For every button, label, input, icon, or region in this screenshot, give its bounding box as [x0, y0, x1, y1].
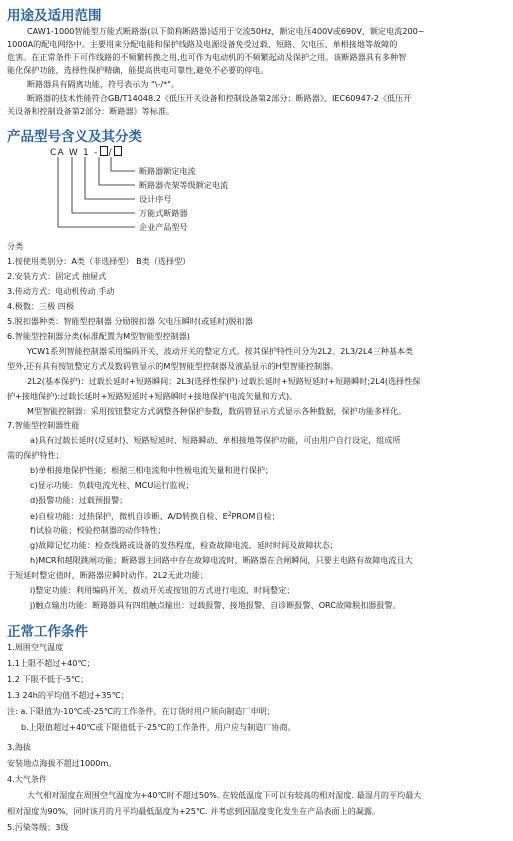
model-part-3: 设计序号	[139, 194, 172, 204]
func-line-e	[30, 510, 280, 521]
func-line-h1: h)MCR和越限跳闸功能；断路器主回路中存在故障电流时，断路器在合闸瞬间，只要主电路有故障电流且大	[30, 555, 413, 565]
func-line-a1: a)具有过载长延时(反延时)、短路短延时、短路瞬动、单相接地等保护功能，可由用户自行设定，组成所	[30, 435, 401, 445]
class-line-3: 2.安装方式：固定式 抽屉式	[7, 271, 107, 281]
func-line-b: b)单相接地保护性能；根据三相电流和中性极电流矢量和进行保护；	[30, 465, 274, 475]
cond-line-3: 1.2 下限不低于-5℃；	[7, 674, 89, 684]
usage-line-5: 断路器具有隔离功能，符号表示为 "\-/*"。	[27, 79, 179, 89]
model-part-1: 断路器额定电流	[139, 166, 196, 176]
func-line-j: j)触点输出功能：断路器具有四组触点输出：过载报警、接地报警、自诊断报警、ORC故障脱扣器报警。	[30, 600, 401, 610]
func-title: 7.智能型控制器性能	[7, 420, 80, 430]
usage-line-2: 1000A的配电网络中。主要用来分配电能和保护线路及电源设备免受过载、短路、欠电压、单相接地等故障的	[7, 39, 398, 49]
func-line-f: f)试验功能；校验控制器的动作特性；	[30, 525, 166, 535]
class-line-5: 4.极数：三极 四极	[7, 301, 74, 311]
cond-line-4: 1.3 24h的平均值不超过+35℃；	[7, 690, 129, 700]
func-line-g: g)故障记忆功能：检查线路或设备的发热程度，检查故障电流、延时时间及故障状态；	[30, 540, 338, 550]
cond-line-9: 4.大气条件	[7, 774, 48, 784]
func-line-h2: 于短延时整定值时，断路器应瞬时动作。2L2无此功能；	[7, 570, 208, 580]
usage-line-4: 能化保护功能，选择性保护精确，能提高供电可靠性,避免不必要的停电。	[7, 65, 269, 75]
cond-line-7: 3.海拔	[7, 742, 31, 752]
model-part-2: 断路器壳架等级额定电流	[139, 180, 229, 190]
cond-line-8: 安装地点海拔不超过1000m。	[7, 758, 117, 768]
ycw-line-3: 2L2(基本保护)：过载长延时+短路瞬间；2L3(选择性保护)·过载长延时+短路短延时+短路瞬时;2L4(选择性保	[27, 376, 421, 386]
class-line-2: 1.按使用类别分：A类（非选择型） B类（选择型）	[7, 256, 191, 266]
line-design-number	[85, 157, 135, 199]
model-part-5: 企业产品型号	[139, 222, 188, 232]
heading-conditions: 正常工作条件	[7, 624, 88, 640]
func-line-e-tail: PROM自检；	[231, 511, 280, 521]
cond-line-2: 1.1上限不超过+40℃；	[7, 658, 95, 668]
usage-line-6: 断路器的技术性能符合GB/T14048.2《低压开关设备和控制设备第2部分：断路器》、IEC60947-2《低压开	[27, 93, 412, 103]
ycw-line-4: 护+接地保护):过载长延时+短路短延时+短路瞬时+接地保护(电流矢量和方式)。	[7, 391, 298, 401]
cond-line-5: 注: a.下限值为-10℃或-25℃的工作条件，在订货时用户须向制造厂申明；	[7, 706, 275, 716]
func-line-c: c)显示功能：负载电流光柱、MCU运行监视；	[30, 480, 194, 490]
class-line-1: 分类	[7, 241, 24, 251]
cond-line-6: b.上限值超过+40℃或下限值低于-25℃的工作条件，用户应与制造厂协商。	[21, 722, 296, 732]
class-line-4: 3.传动方式：电动机传动 手动	[7, 286, 115, 296]
ycw-line-5: M型智能控制器：采用按钮整定方式调整各种保护参数，数码管显示方式显示各种数据，保护功能多样化。	[27, 406, 407, 416]
cond-line-11: 相对湿度为90%，同时该月的月平均最低温度为+25℃. 并考虑到因温度变化发生在产品表面上的凝露。	[7, 806, 381, 816]
heading-model: 产品型号含义及其分类	[7, 129, 142, 145]
heading-usage: 用途及适用范围	[7, 8, 102, 24]
ycw-line-1: YCW1系列智能控制器采用编码开关、波动开关的整定方式。按其保护特性可分为2L2、2L3/2L4三种基本类	[27, 346, 414, 356]
usage-line-1: CAW1-1000智能型万能式断路器(以下简称断路器)适用于交流50Hz，额定电压400V或690V，额定电流200~	[27, 26, 425, 36]
func-line-a2: 需的保护特性；	[7, 450, 64, 460]
cond-line-1: 1.周围空气温度	[7, 642, 64, 652]
cond-line-10: 大气相对湿度在周围空气温度为+40℃时不超过50%. 在较低温度下可以有较高的相对湿度. 最湿月的平均最大	[27, 790, 422, 800]
func-line-e-sup: 2	[227, 511, 232, 518]
func-line-i: i)整定功能：利用编码开关、拨动开关或按钮的方式进行电流、时间整定；	[30, 585, 295, 595]
func-line-d: d)报警功能：过载预报警；	[30, 495, 128, 505]
class-line-6: 5.脱扣器种类：智能型控制器 分励脱扣器 欠电压瞬时(或延时)脱扣器	[7, 316, 253, 326]
usage-line-3: 危害。在正常条件下可作线路的不频繁转换之用,也可作为电动机的不频繁起动及保护之用。该断路器具有多种智	[7, 52, 407, 62]
line-company-code	[58, 157, 135, 227]
cond-line-12: 5.污染等级；3级	[7, 822, 69, 832]
ycw-line-2: 型外,还有具有按钮整定方式及数码管显示的M型智能型控制器及液晶显示的H型智能控制器。	[7, 361, 339, 371]
model-part-4: 万能式断路器	[139, 208, 188, 218]
model-code-prefix: CA W 1 -	[50, 148, 99, 158]
model-code-slash: /	[108, 148, 113, 158]
func-line-e-text: e)自检功能：过热保护，微机自诊断、A/D转换自检、E	[30, 511, 228, 521]
class-line-7: 6.智能型控制器分类(标准配置为M型智能型控制器)	[7, 331, 190, 341]
usage-line-7: 关设备和控制设备第2部分：断路器》等标准。	[7, 106, 175, 116]
line-rated-current	[111, 157, 135, 171]
